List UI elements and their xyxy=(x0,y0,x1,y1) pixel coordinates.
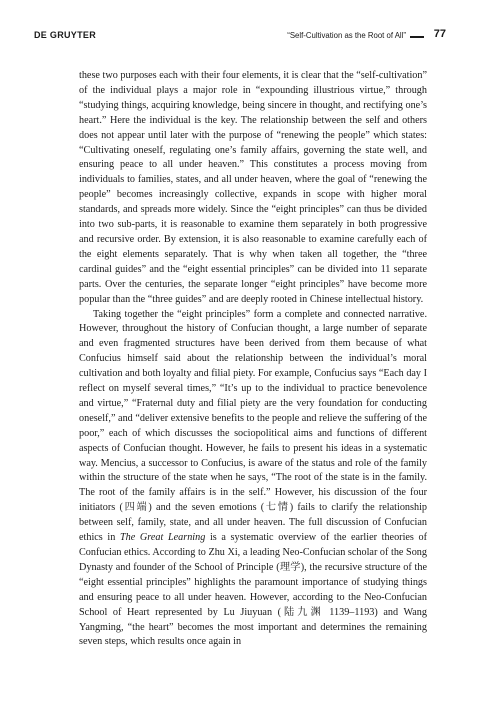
header-rule xyxy=(410,36,424,38)
paragraph-2-text-start: Taking together the “eight principles” form a complete and connected narrative. However, throughout the history of Confucian thought, a large number of separate and even fragmented structures have been derived from them because of what Confucius himself said about the relationship between the individual’s moral cultivation and both loyalty and filial piety. For example, Confucius says “Each day I reflect on myself several times,” “It’s up to the individual to practice benevolence and virtue,” “Fraternal duty and filial piety are the very foundation for conducting oneself,” and “deliver extensive benefits to the people and relieve the suffering of the poor,” each of which discusses the sociopolitical aims and functions of different aspects of Confucian thought. However, he fails to present his ideas in a systematic way. Mencius, a successor to Confucius, is aware of the status and role of the family within the structure of the state when he says, “The root of the state is in the family. The root of the family affairs is in the self.” However, his discussion of the four initiators (四端) and the seven emotions (七情) fails to clarify the relationship between self, family, state, and all under heaven. The full discussion of Confucian ethics in xyxy=(79,308,427,544)
paragraph-1-text: these two purposes each with their four elements, it is clear that the “self-cultivation” of the individual plays a major role in “expounding illustrious virtue,” through “studying things, acquiring knowledge, being sincere in thought, and rectifying one’s heart.” Here the individual is the key. The relationship between the self and others does not appear until later with the purpose of “renewing the people” which states: “Cultivating oneself, regulating one’s family affairs, governing the state well, and ensuring peace to all under heaven.” This constitutes a process moving from individuals to families, states, and all under heaven, where the goal of “renewing the people” becomes increasingly collective, expands in scope with higher moral standards, and spreads more widely. Since the “eight principles” can thus be divided into two sub-parts, it is reasonable to examine them separately in both progressive and recursive order. By extension, it is also reasonable to examine carefully each of the eight elements separately. That is why when taken all together, the “three cardinal guides” and the “eight essential principles” can be divided into 11 separate parts. Over the centuries, the separate longer “eight principles” have become more popular than the “three guides” and are deeply rooted in Chinese intellectual history. xyxy=(79,70,427,305)
running-header xyxy=(34,28,446,44)
paragraph-2 xyxy=(79,308,427,651)
book-title-italic: The Great Learning xyxy=(119,532,206,544)
body-text xyxy=(79,69,427,650)
running-title: “Self-Cultivation as the Root of All” xyxy=(287,31,406,40)
paragraph-2-text-end: is a systematic overview of the earlier theories of Confucian ethics. According to Zhu Xi, a leading Neo-Confucian scholar of the Song Dynasty and founder of the School of Principle (理学), the recursive structure of the “eight essential principles” highlights the paramount importance of studying things and ensuring peace to all under heaven. However, according to the Neo-Confucian School of Heart represented by Lu Jiuyuan (陆九渊 1139–1193) and Wang Yangming, “the heart” becomes the most important and determines the remaining seven steps, which results once again in xyxy=(79,532,428,648)
page-number: 77 xyxy=(433,28,446,40)
paragraph-1 xyxy=(79,69,427,308)
publisher-name: DE GRUYTER xyxy=(34,30,97,40)
